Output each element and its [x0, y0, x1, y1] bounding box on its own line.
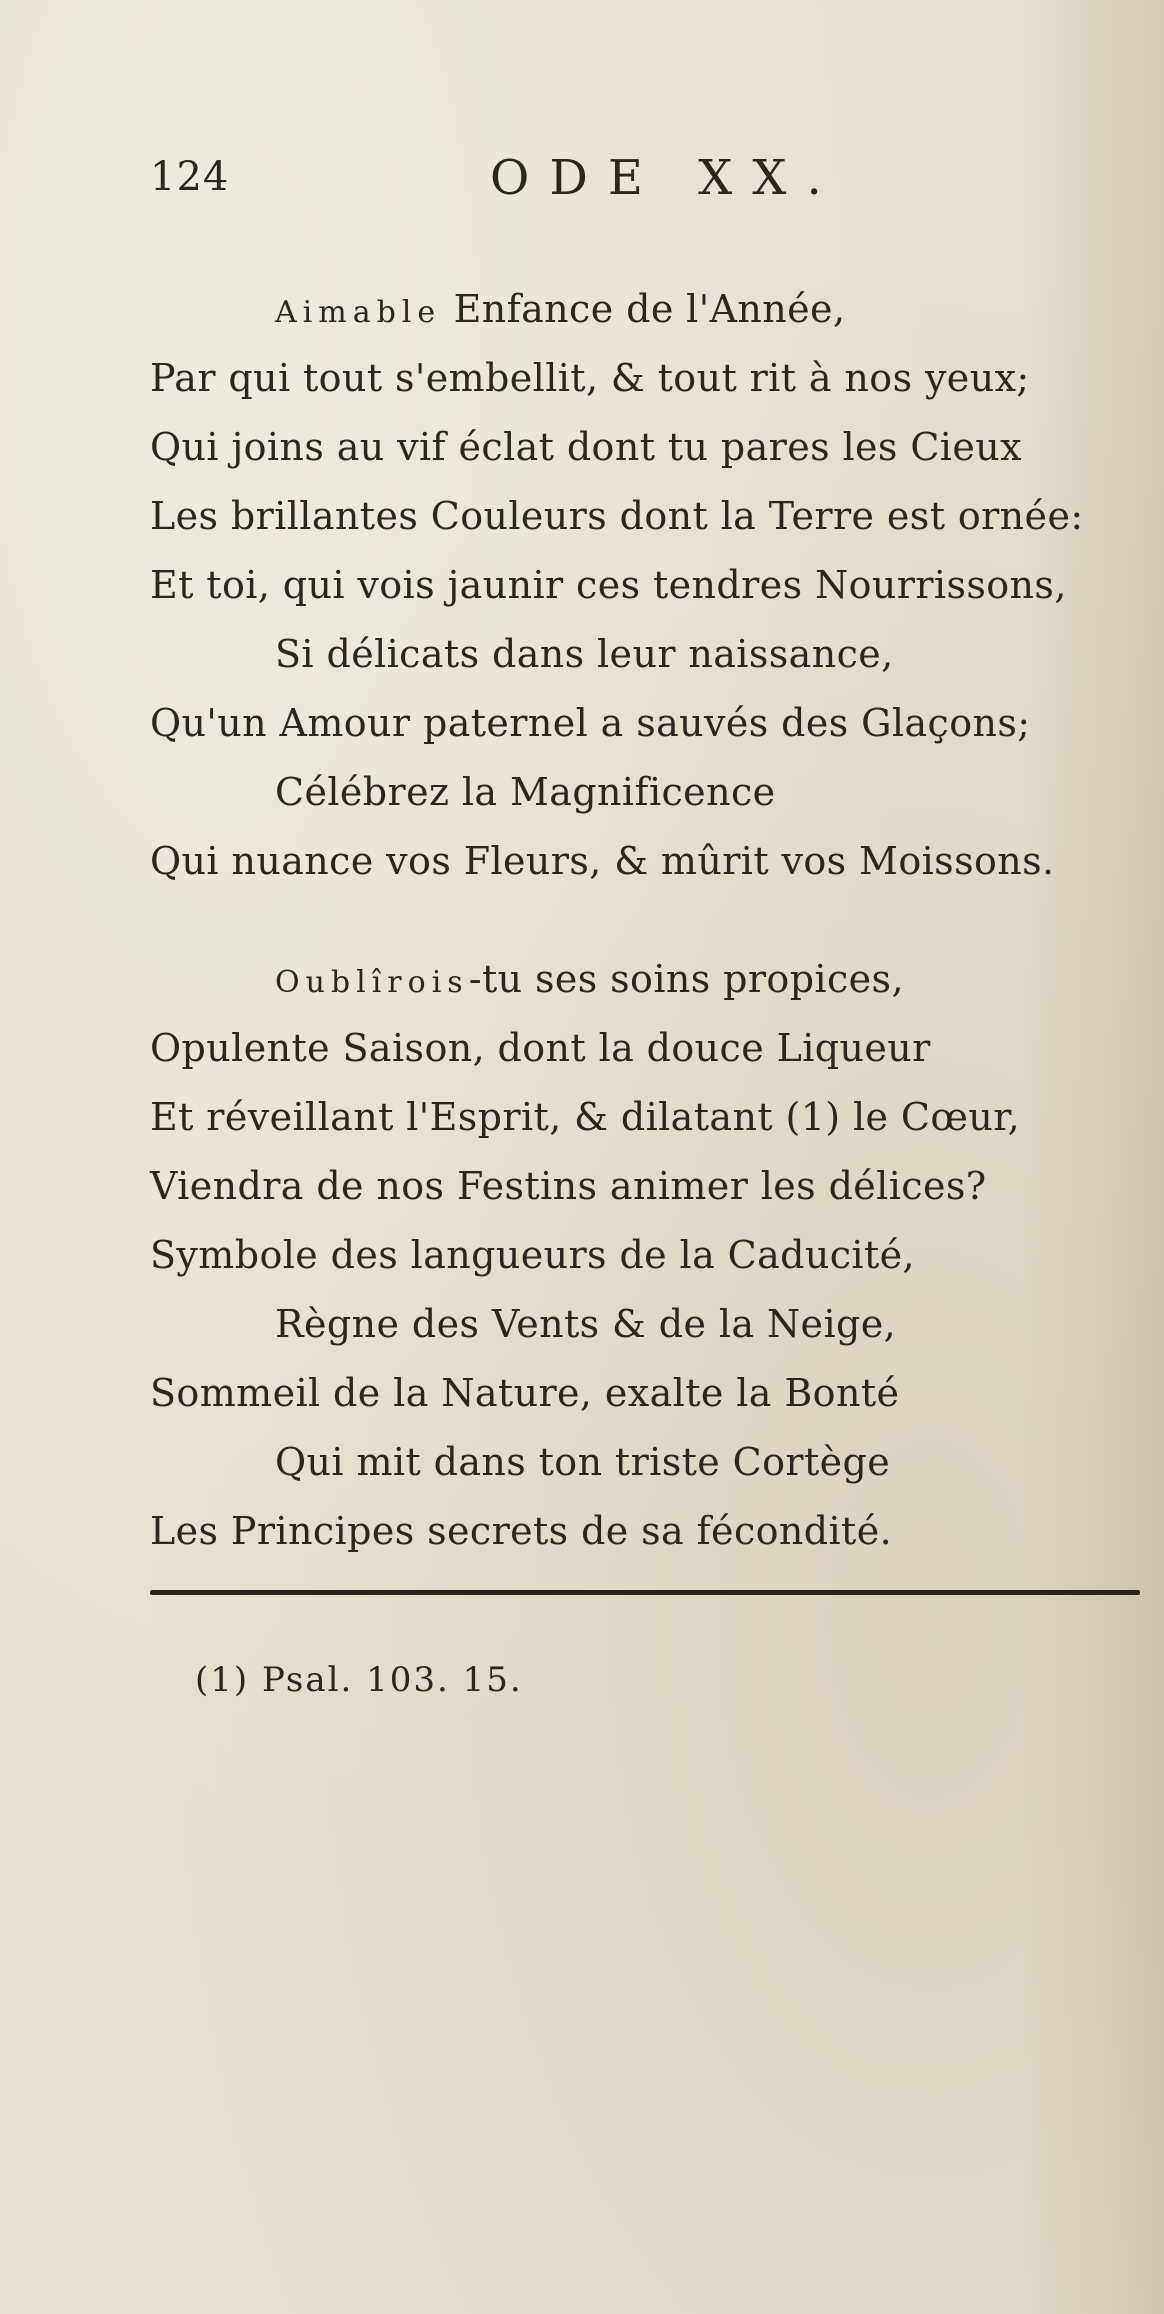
ode-title: ODE XX. — [490, 150, 842, 206]
verse-line: Qui joins au vif éclat dont tu pares les Cieux — [150, 425, 1022, 469]
verse-line: Les brillantes Couleurs dont la Terre est ornée: — [150, 494, 1084, 538]
verse-line: Qui mit dans ton triste Cortège — [275, 1440, 891, 1484]
verse-line: Par qui tout s'embellit, & tout rit à nos yeux; — [150, 356, 1030, 400]
verse-line: Viendra de nos Festins animer les délices? — [150, 1164, 987, 1208]
verse-line: Règne des Vents & de la Neige, — [275, 1302, 897, 1346]
page-number: 124 — [150, 154, 230, 200]
verse-text: Enfance de l'Année, — [441, 287, 846, 331]
stanza-1 — [150, 275, 1110, 896]
verse-line: Célébrez la Magnificence — [275, 770, 776, 814]
verse-line: Qui nuance vos Fleurs, & mûrit vos Moissons. — [150, 839, 1055, 883]
stanza-2 — [150, 945, 1110, 1566]
opening-word: Oublîrois — [275, 965, 469, 1000]
footnote: (1) Psal. 103. 15. — [195, 1660, 523, 1700]
opening-word: Aimable — [275, 295, 442, 330]
verse-text: -tu ses soins propices, — [468, 957, 904, 1001]
verse-line — [150, 945, 1110, 1014]
verse-line: Qu'un Amour paternel a sauvés des Glaçons; — [150, 701, 1031, 745]
verse-line: Symbole des langueurs de la Caducité, — [150, 1233, 916, 1277]
verse-line: Opulente Saison, dont la douce Liqueur — [150, 1026, 931, 1070]
verse-line: Et réveillant l'Esprit, & dilatant (1) le Cœur, — [150, 1095, 1021, 1139]
verse-line — [150, 275, 1110, 344]
footnote-rule — [150, 1590, 1140, 1595]
running-head — [150, 150, 1010, 210]
verse-line: Et toi, qui vois jaunir ces tendres Nourrissons, — [150, 563, 1067, 607]
verse-line: Les Principes secrets de sa fécondité. — [150, 1509, 893, 1553]
verse-line: Sommeil de la Nature, exalte la Bonté — [150, 1371, 900, 1415]
verse-line: Si délicats dans leur naissance, — [275, 632, 894, 676]
